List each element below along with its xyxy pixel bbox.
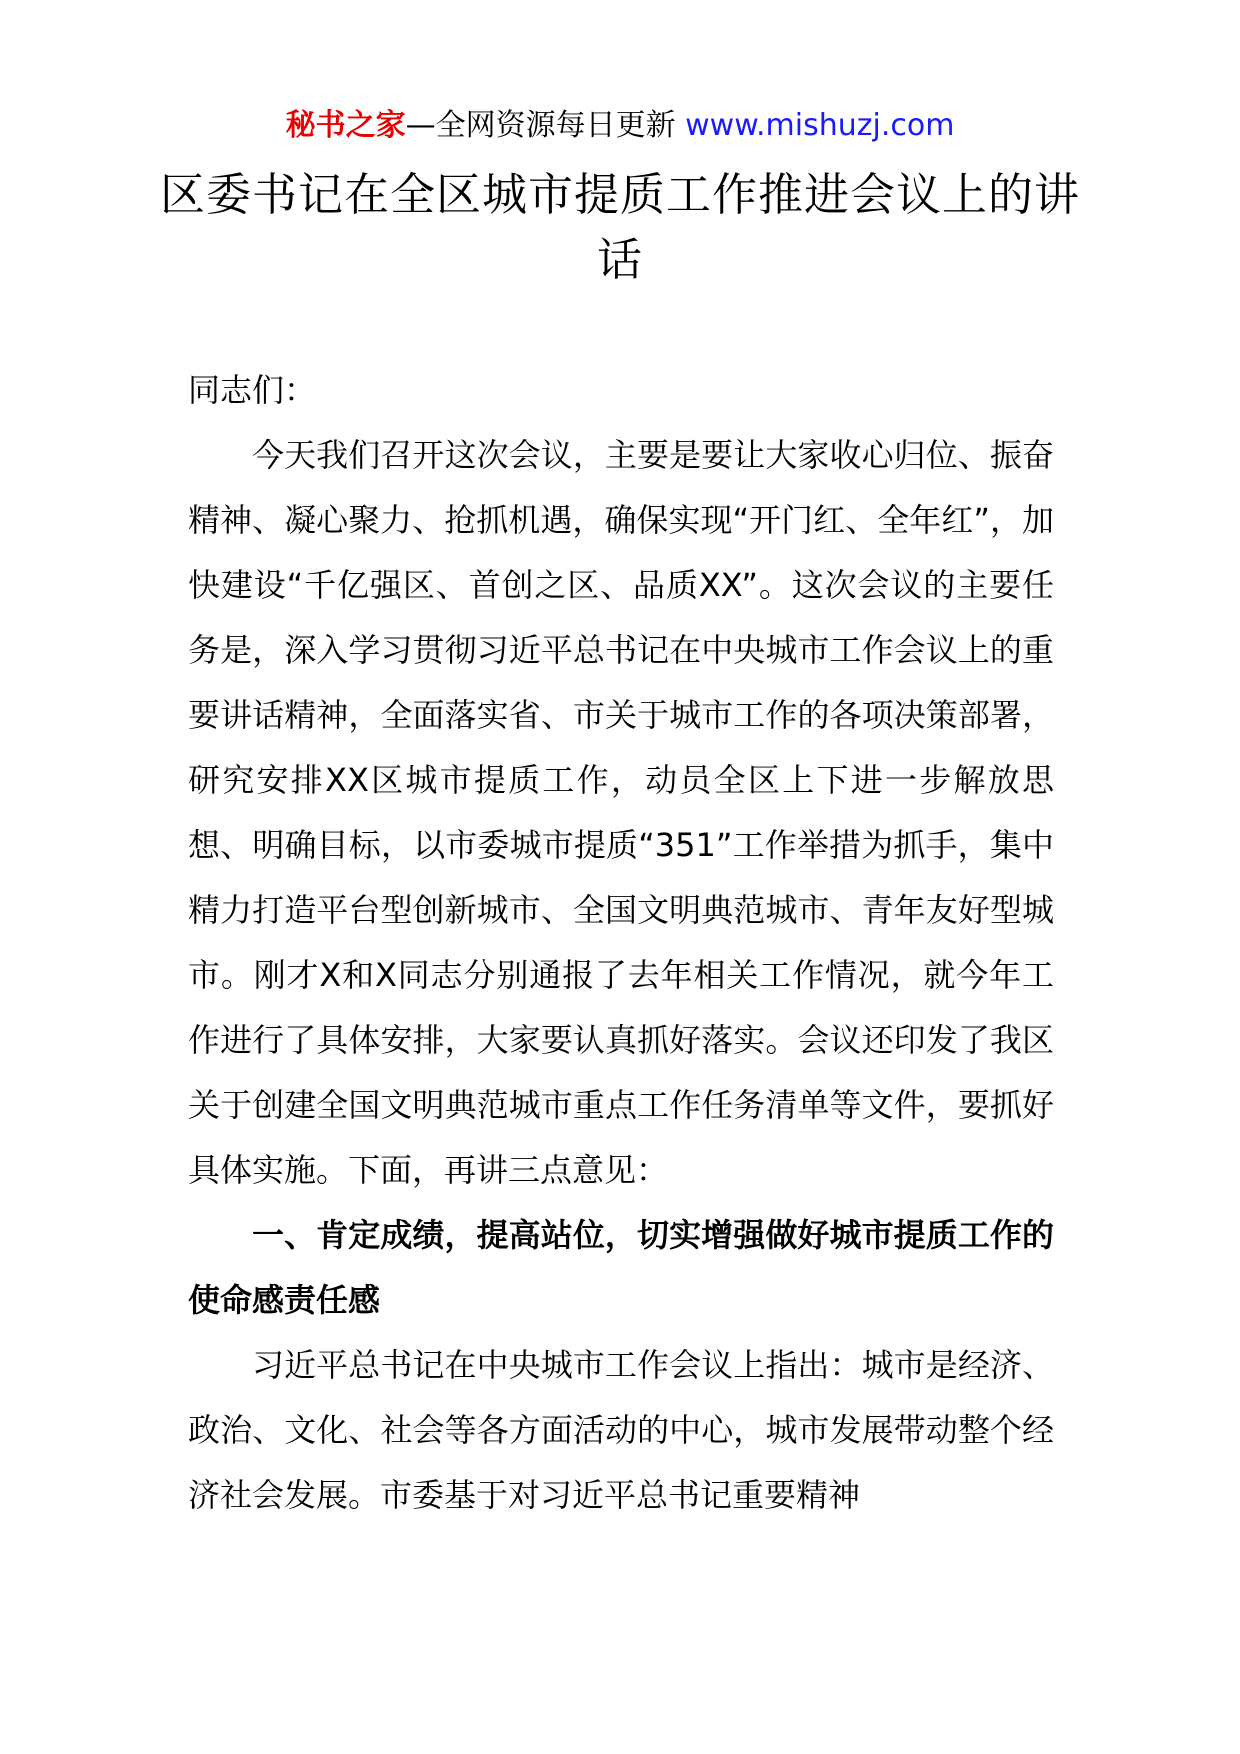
site-header <box>0 104 1240 148</box>
header-slogan: —全网资源每日更新 <box>405 108 686 143</box>
salutation: 同志们： <box>188 371 317 409</box>
paragraph-1: 今天我们召开这次会议，主要是要让大家收心归位、振奋精神、凝心聚力、抢抓机遇，确保实现“开门红、全年红”，加快建设“千亿强区、首创之区、品质XX”。这次会议的主要任务是，深入学习贯彻习近平总书记在中央城市工作会议上的重要讲话精神，全面落实省、市关于城市工作的各项决策部署，研究安排XX区城市提质工作，动员全区上下进一步解放思想、明确目标，以市委城市提质“351”工作举措为抓手，集中精力打造平台型创新城市、全国文明典范城市、青年友好型城市。刚才X和X同志分别通报了去年相关工作情况，就今年工作进行了具体安排，大家要认真抓好落实。会议还印发了我区关于创建全国文明典范城市重点工作任务清单等文件，要抓好具体实施。下面，再讲三点意见： <box>188 436 1054 1189</box>
site-url-link[interactable]: www.mishuzj.com <box>685 108 955 143</box>
section-paragraph-1: 习近平总书记在中央城市工作会议上指出：城市是经济、政治、文化、社会等各方面活动的中心，城市发展带动整个经济社会发展。市委基于对习近平总书记重要精神 <box>188 1346 1054 1514</box>
document-title: 区委书记在全区城市提质工作推进会议上的讲话 <box>159 168 1080 286</box>
section-heading-1: 一、肯定成绩，提高站位，切实增强做好城市提质工作的使命感责任感 <box>188 1216 1054 1319</box>
brand-name: 秘书之家 <box>285 108 406 143</box>
document-body <box>188 358 1054 1528</box>
